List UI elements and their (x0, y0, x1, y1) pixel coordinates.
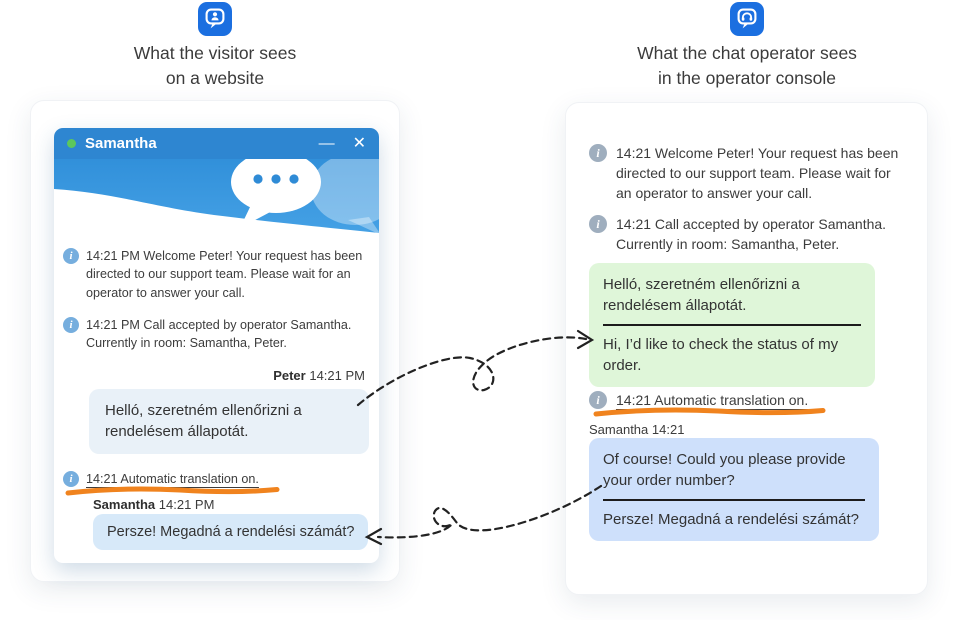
system-message-text: 14:21 PM Welcome Peter! Your request has been directed to our support team. Please wait for an operator to answer your call. (86, 249, 363, 300)
visitor-view-card (30, 100, 400, 582)
minimize-button[interactable]: — (318, 134, 335, 152)
orange-highlight-underline (65, 485, 281, 497)
info-icon: i (589, 144, 607, 162)
translation-separator (603, 324, 861, 326)
visitor-message-meta (273, 368, 365, 383)
operator-console-app-icon (730, 2, 764, 36)
visitor-chat-app-icon (198, 2, 232, 36)
visitor-translation-text: Hi, I’d like to check the status of my order. (603, 336, 839, 374)
chat-widget-titlebar (54, 128, 379, 159)
visitor-heading-line2: on a website (165, 68, 265, 89)
visitor-message-text: Helló, szeretném ellenőrizni a rendelésem állapotát. (105, 402, 302, 441)
translation-separator (603, 499, 865, 501)
system-message (63, 247, 380, 302)
operator-section-heading (597, 2, 897, 92)
orange-highlight-underline (593, 406, 827, 418)
system-message (589, 143, 904, 203)
operator-heading-line1: What the chat operator sees (637, 43, 857, 63)
info-icon: i (63, 317, 79, 333)
operator-message-time: 14:21 PM (158, 497, 215, 512)
operator-message-bubble (93, 514, 368, 550)
visitor-section-heading (65, 2, 365, 92)
operator-message-text: Persze! Megadná a rendelési számát? (107, 524, 355, 540)
info-icon: i (589, 215, 607, 233)
operator-name: Samantha (93, 497, 156, 512)
close-button[interactable]: ✕ (352, 134, 366, 152)
info-icon: i (589, 391, 607, 409)
system-message-text: 14:21 PM Call accepted by operator Samantha. Currently in room: Samantha, Peter. (86, 318, 352, 351)
system-message (63, 316, 380, 353)
visitor-message-time: 14:21 PM (309, 368, 365, 383)
operator-heading-line2: in the operator console (657, 68, 837, 89)
system-message-text: 14:21 Call accepted by operator Samantha. Currently in room: Samantha, Peter. (616, 216, 887, 253)
operator-name: Samantha (589, 422, 649, 437)
visitor-original-text: Helló, szeretném ellenőrizni a rendelésem állapotát. (603, 276, 800, 314)
operator-original-text: Of course! Could you please provide your order number? (603, 451, 846, 489)
operator-message-meta (589, 422, 684, 437)
operator-message-meta (93, 497, 214, 512)
info-icon: i (63, 248, 79, 264)
visitor-name: Peter (273, 368, 306, 383)
system-message-text: 14:21 Welcome Peter! Your request has been directed to our support team. Please wait for an operator to answer your call. (616, 145, 899, 202)
operator-message-time: 14:21 (651, 422, 685, 437)
visitor-heading-line1: What the visitor sees (133, 43, 297, 63)
online-status-dot (67, 139, 76, 148)
translation-on-text: 14:21 Automatic translation on. (86, 472, 259, 486)
visitor-message-bubble (89, 389, 369, 454)
operator-console-card (565, 102, 928, 595)
chat-widget-window (54, 128, 379, 563)
operator-translated-bubble (589, 438, 879, 541)
visitor-translated-bubble (589, 263, 875, 387)
info-icon: i (63, 471, 79, 487)
operator-translation-text: Persze! Megadná a rendelési számát? (603, 511, 859, 528)
widget-banner-illustration (54, 159, 379, 234)
widget-operator-name: Samantha (85, 135, 157, 152)
translation-on-text: 14:21 Automatic translation on. (616, 392, 809, 408)
system-message (589, 214, 904, 254)
